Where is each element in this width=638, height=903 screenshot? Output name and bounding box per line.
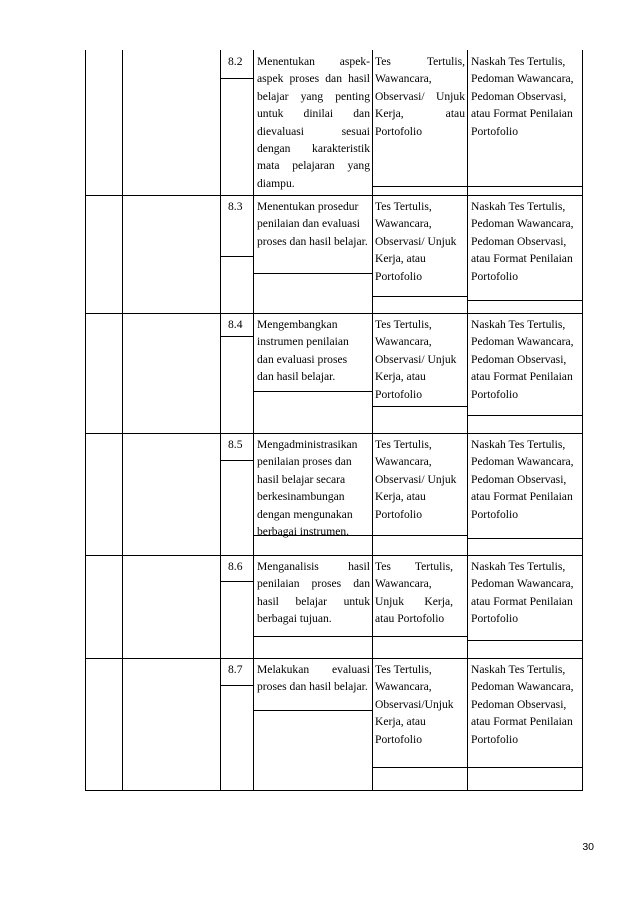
inner-line xyxy=(220,685,254,686)
inner-line xyxy=(372,636,468,637)
row-instrument: Naskah Tes Tertulis, Pedoman Wawancara, Pedoman Observasi, atau Format Penilaian Portofolio xyxy=(471,55,574,138)
inner-line xyxy=(253,391,373,392)
page-number: 30 xyxy=(582,841,594,853)
table-border-col2 xyxy=(122,50,123,791)
inner-line xyxy=(372,406,468,407)
table-border-left xyxy=(85,50,86,791)
row-separator xyxy=(85,195,583,196)
row-description: Mengadministrasikan penilaian proses dan hasil belajar secara berkesinambungan dengan mengunakan berbagai instrumen. xyxy=(257,438,358,539)
row-separator xyxy=(85,555,583,556)
row-instrument: Naskah Tes Tertulis, Pedoman Wawancara, Pedoman Observasi, atau Format Penilaian Portofolio xyxy=(471,318,574,401)
inner-line xyxy=(467,767,583,768)
row-technique: Tes Tertulis, Wawancara, Observasi/ Unjuk Kerja, atau Portofolio xyxy=(375,318,457,401)
inner-line xyxy=(372,767,468,768)
row-number: 8.4 xyxy=(228,318,243,331)
table-border-bottom xyxy=(85,790,583,791)
inner-line xyxy=(467,186,583,187)
row-separator xyxy=(85,313,583,314)
row-instrument: Naskah Tes Tertulis, Pedoman Wawancara, atau Format Penilaian Portofolio xyxy=(471,560,574,626)
row-separator xyxy=(85,433,583,434)
inner-line xyxy=(220,78,254,79)
row-instrument: Naskah Tes Tertulis, Pedoman Wawancara, Pedoman Observasi, atau Format Penilaian Portofolio xyxy=(471,438,574,521)
row-description: Mengembangkan instrumen penilaian dan evaluasi proses dan hasil belajar. xyxy=(257,318,349,384)
table-border-right xyxy=(582,50,583,791)
row-separator xyxy=(85,658,583,659)
row-number: 8.2 xyxy=(228,55,243,68)
inner-line xyxy=(372,535,468,536)
row-technique: Tes Tertulis, Wawancara, Observasi/Unjuk Kerja, atau Portofolio xyxy=(375,663,454,746)
inner-border xyxy=(372,50,373,791)
row-description: Melakukan evaluasi proses dan hasil belajar. xyxy=(257,663,370,694)
inner-line xyxy=(253,636,373,637)
row-number: 8.3 xyxy=(228,200,243,213)
inner-line xyxy=(467,538,583,539)
table-border-col3 xyxy=(220,50,221,791)
row-instrument: Naskah Tes Tertulis, Pedoman Wawancara, Pedoman Observasi, atau Format Penilaian Portofolio xyxy=(471,200,574,283)
row-number: 8.5 xyxy=(228,438,243,451)
row-technique: Tes Tertulis, Wawancara, Observasi/ Unjuk Kerja, atau Portofolio xyxy=(375,200,457,283)
inner-line xyxy=(372,296,468,297)
inner-line xyxy=(467,415,583,416)
row-technique: Tes Tertulis, Wawancara, Observasi/ Unjuk Kerja, atau Portofolio xyxy=(375,438,457,521)
inner-line xyxy=(220,581,254,582)
inner-line xyxy=(467,300,583,301)
inner-line xyxy=(220,460,254,461)
row-number: 8.7 xyxy=(228,663,243,676)
row-number: 8.6 xyxy=(228,560,243,573)
row-description: Menentukan aspek-aspek proses dan hasil belajar yang penting untuk dinilai dan dievaluasi sesuai dengan karakteristik mata pelajaran yang diampu. xyxy=(257,55,370,190)
inner-line xyxy=(220,336,254,337)
row-technique: Tes Tertulis, Wawancara, Unjuk Kerja, atau Portofolio xyxy=(375,560,453,626)
inner-line xyxy=(220,256,254,257)
inner-border xyxy=(253,50,254,791)
inner-line xyxy=(372,186,468,187)
inner-border xyxy=(467,50,468,791)
inner-line xyxy=(253,710,373,711)
row-technique: Tes Tertulis, Wawancara, Observasi/ Unjuk Kerja, atau Portofolio xyxy=(375,55,465,138)
row-description: Menentukan prosedur penilaian dan evaluasi proses dan hasil belajar. xyxy=(257,200,368,248)
row-instrument: Naskah Tes Tertulis, Pedoman Wawancara, Pedoman Observasi, atau Format Penilaian Portofolio xyxy=(471,663,574,746)
inner-line xyxy=(467,640,583,641)
inner-line xyxy=(253,273,373,274)
row-description: Menganalisis hasil penilaian proses dan hasil belajar untuk berbagai tujuan. xyxy=(257,560,370,626)
